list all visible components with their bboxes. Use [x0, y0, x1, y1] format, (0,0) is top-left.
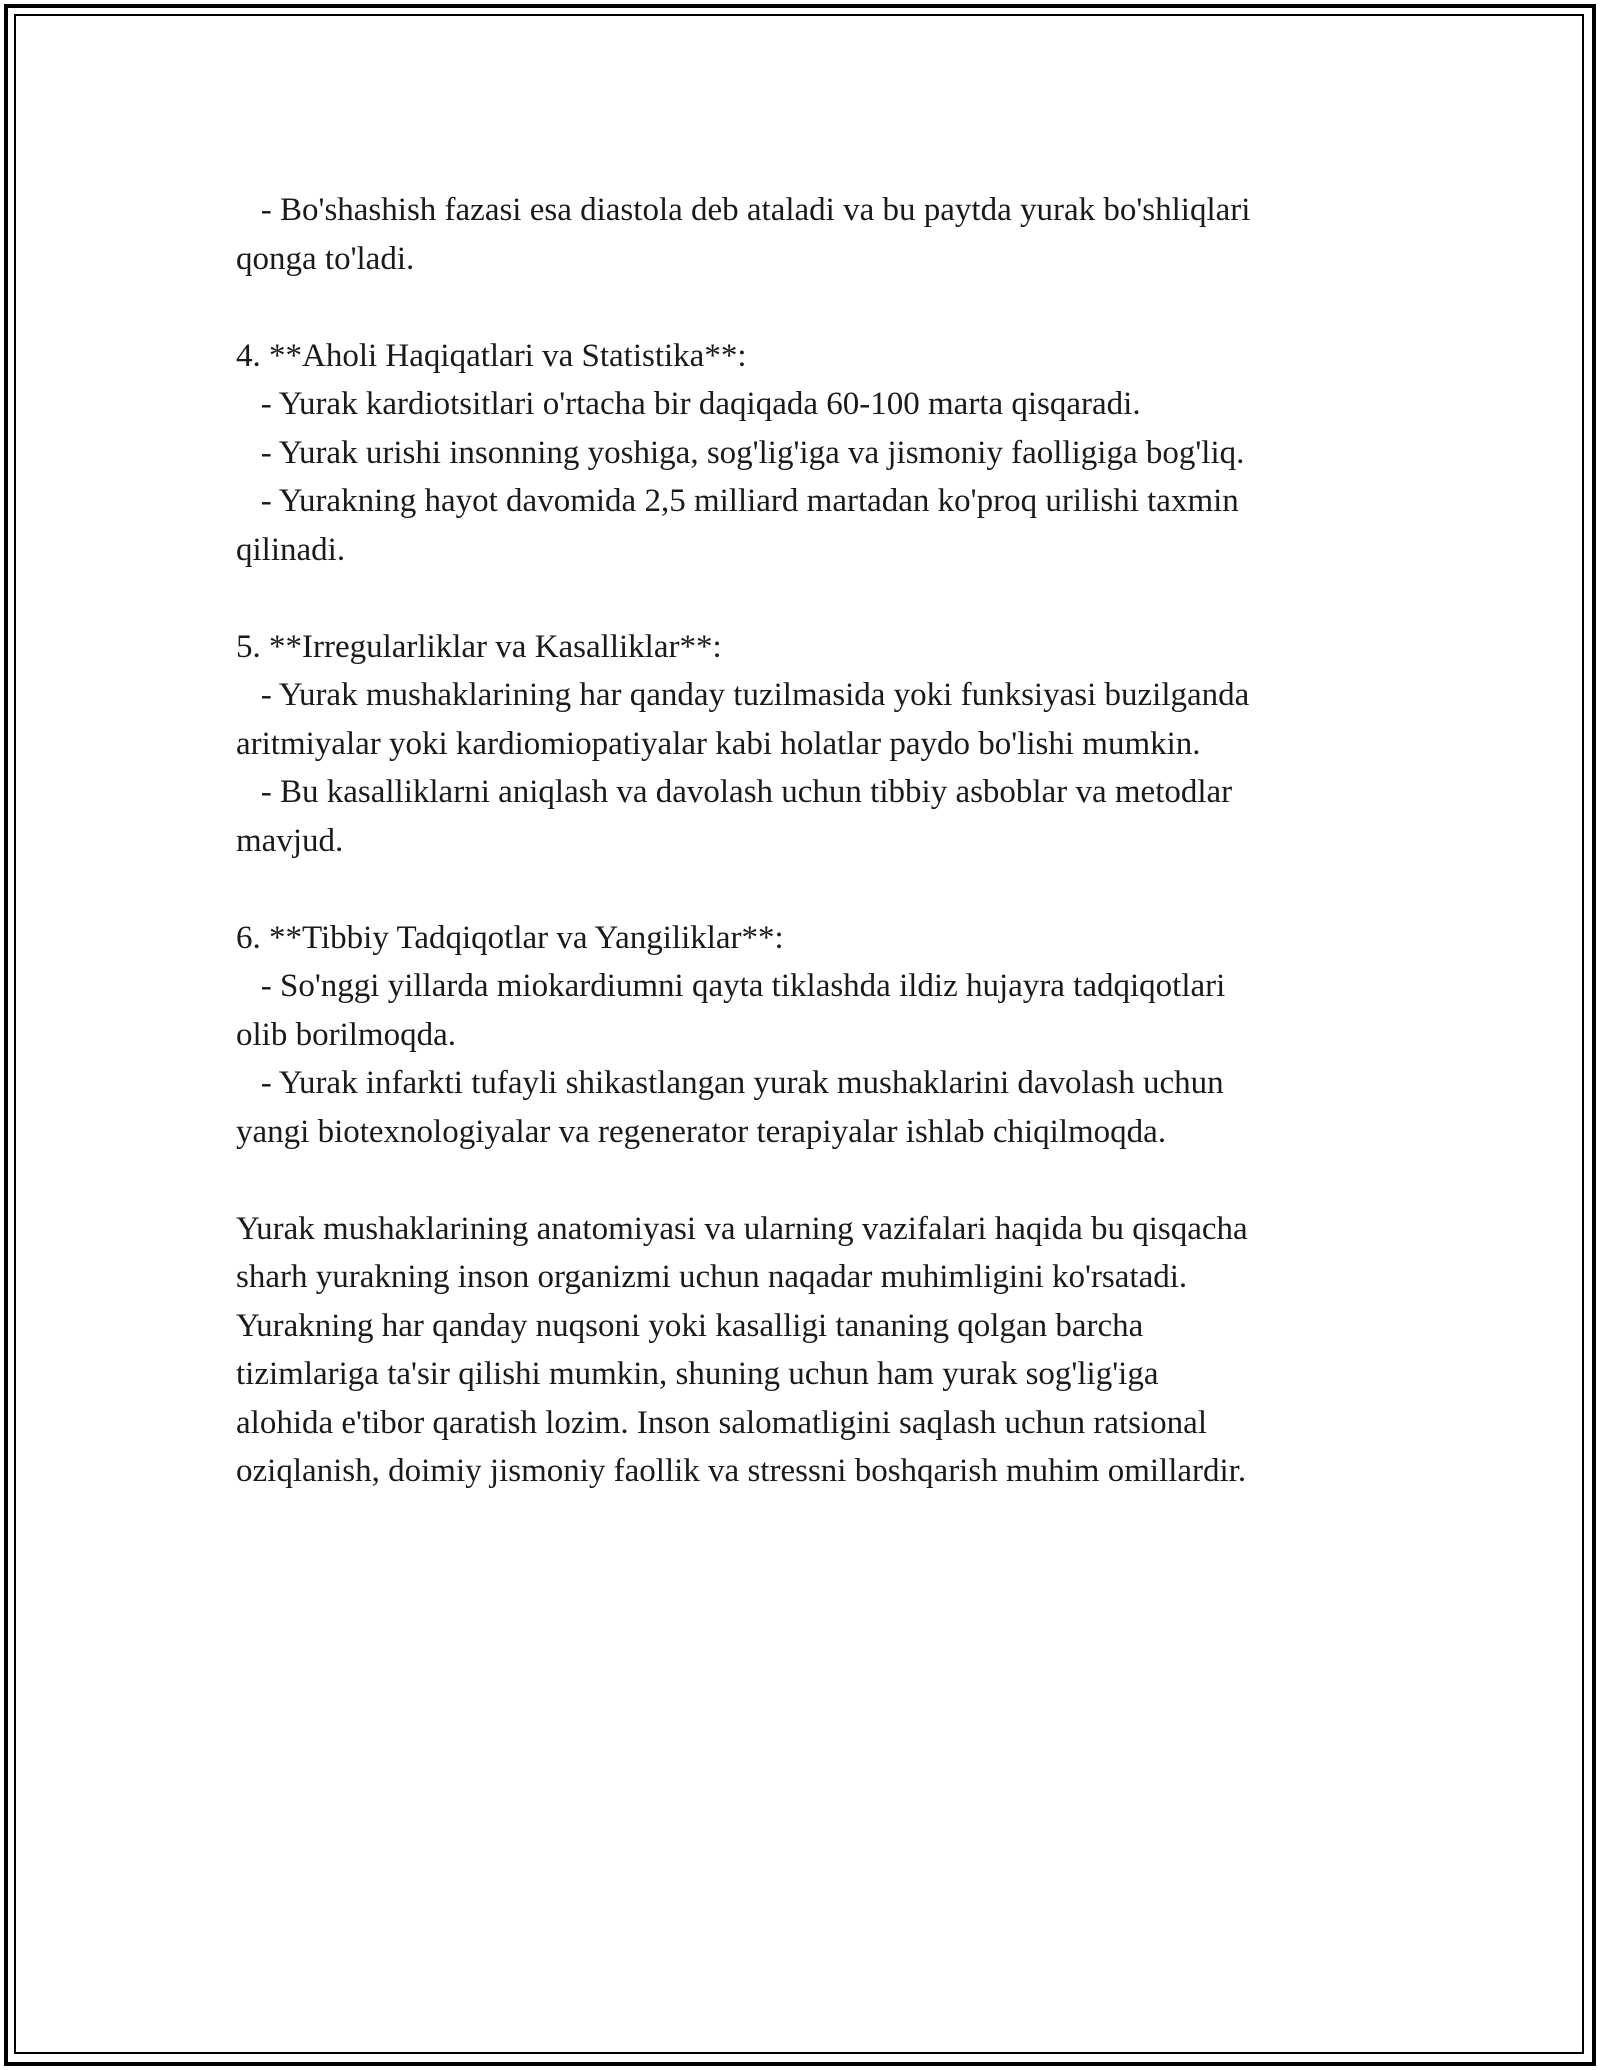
- text-line: oziqlanish, doimiy jismoniy faollik va stressni boshqarish muhim omillardir.: [236, 1453, 1247, 1489]
- section-population-statistics: [236, 332, 1386, 575]
- list-item-continuation: qilinadi.: [236, 531, 346, 568]
- list-item: - Yurak mushaklarining har qanday tuzilmasida yoki funksiyasi buzilganda: [236, 677, 1250, 713]
- list-item-continuation: olib borilmoqda.: [236, 1016, 456, 1053]
- paragraph-conclusion: [236, 1205, 1386, 1496]
- section-medical-research: [236, 914, 1386, 1157]
- text-line: sharh yurakning inson organizmi uchun naqadar muhimligini ko'rsatadi.: [236, 1259, 1188, 1295]
- text-line: Yurakning har qanday nuqsoni yoki kasalligi tananing qolgan barcha: [236, 1307, 1144, 1344]
- list-item: - Yurak urishi insonning yoshiga, sog'lig'iga va jismoniy faolligiga bog'liq.: [236, 434, 1245, 471]
- list-item: - Yurak kardiotsitlari o'rtacha bir daqiqada 60-100 marta qisqaradi.: [236, 386, 1141, 422]
- section-heading: 5. **Irregularliklar va Kasalliklar**:: [236, 628, 722, 665]
- list-item-continuation: yangi biotexnologiyalar va regenerator terapiyalar ishlab chiqilmoqda.: [236, 1113, 1167, 1150]
- text-line: qonga to'ladi.: [236, 240, 415, 277]
- list-item: - Yurakning hayot davomida 2,5 milliard martadan ko'proq urilishi taxmin: [236, 483, 1239, 519]
- list-item: - Yurak infarkti tufayli shikastlangan yurak mushaklarini davolash uchun: [236, 1065, 1224, 1101]
- list-item: - So'nggi yillarda miokardiumni qayta tiklashda ildiz hujayra tadqiqotlari: [236, 968, 1226, 1004]
- text-line: alohida e'tibor qaratish lozim. Inson salomatligini saqlash uchun ratsional: [236, 1404, 1207, 1441]
- section-irregularities-diseases: [236, 623, 1386, 866]
- text-line: tizimlariga ta'sir qilishi mumkin, shuning uchun ham yurak sog'lig'iga: [236, 1356, 1159, 1392]
- section-heading: 4. **Aholi Haqiqatlari va Statistika**:: [236, 337, 747, 374]
- list-item: - Bu kasalliklarni aniqlash va davolash uchun tibbiy asboblar va metodlar: [236, 774, 1233, 810]
- list-item-continuation: mavjud.: [236, 822, 344, 859]
- section-heading: 6. **Tibbiy Tadqiqotlar va Yangiliklar**:: [236, 919, 784, 956]
- paragraph-diastole: [236, 186, 1386, 283]
- text-line: Yurak mushaklarining anatomiyasi va ularning vazifalari haqida bu qisqacha: [236, 1210, 1248, 1247]
- list-item-continuation: aritmiyalar yoki kardiomiopatiyalar kabi holatlar paydo bo'lishi mumkin.: [236, 725, 1201, 762]
- document-body: [236, 186, 1386, 1544]
- text-line: - Bo'shashish fazasi esa diastola deb ataladi va bu paytda yurak bo'shliqlari: [236, 192, 1251, 228]
